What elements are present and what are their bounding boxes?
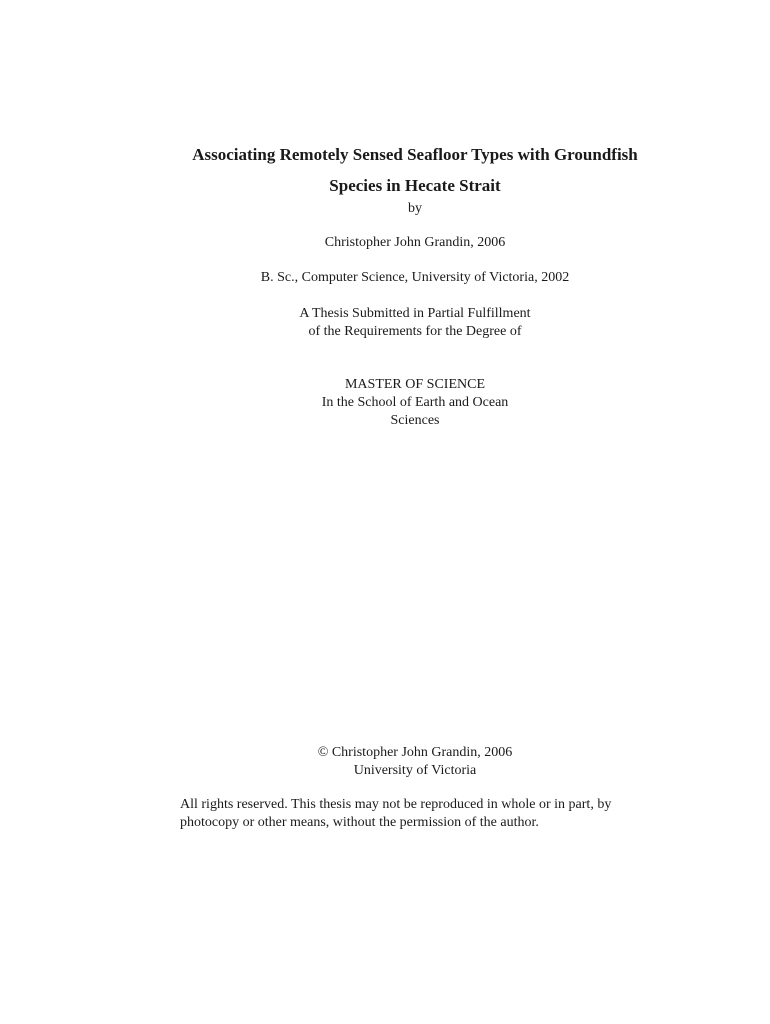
degree-name: MASTER OF SCIENCE	[344, 377, 486, 392]
rights-line-1: All rights reserved. This thesis may not be reproduced in whole or in part, by	[180, 797, 612, 812]
copyright-block	[150, 744, 680, 780]
copyright-institution: University of Victoria	[353, 763, 477, 778]
submission-statement	[150, 305, 680, 341]
thesis-title	[150, 139, 680, 201]
degree-school-line-2: Sciences	[390, 413, 440, 428]
by-label: by	[408, 201, 422, 216]
degree-block	[150, 376, 680, 430]
thesis-title-line-2: Species in Hecate Strait	[329, 176, 501, 195]
rights-line-2: photocopy or other means, without the permission of the author.	[180, 815, 539, 830]
prior-degree-line: B. Sc., Computer Science, University of Victoria, 2002	[260, 270, 570, 285]
author-line: Christopher John Grandin, 2006	[324, 235, 506, 250]
degree-school-line-1: In the School of Earth and Ocean	[321, 395, 509, 410]
submission-line-2: of the Requirements for the Degree of	[308, 324, 522, 339]
rights-statement	[180, 796, 640, 832]
thesis-title-line-1: Associating Remotely Sensed Seafloor Types with Groundfish	[192, 145, 638, 164]
submission-line-1: A Thesis Submitted in Partial Fulfillment	[299, 306, 531, 321]
copyright-holder: © Christopher John Grandin, 2006	[317, 745, 513, 760]
